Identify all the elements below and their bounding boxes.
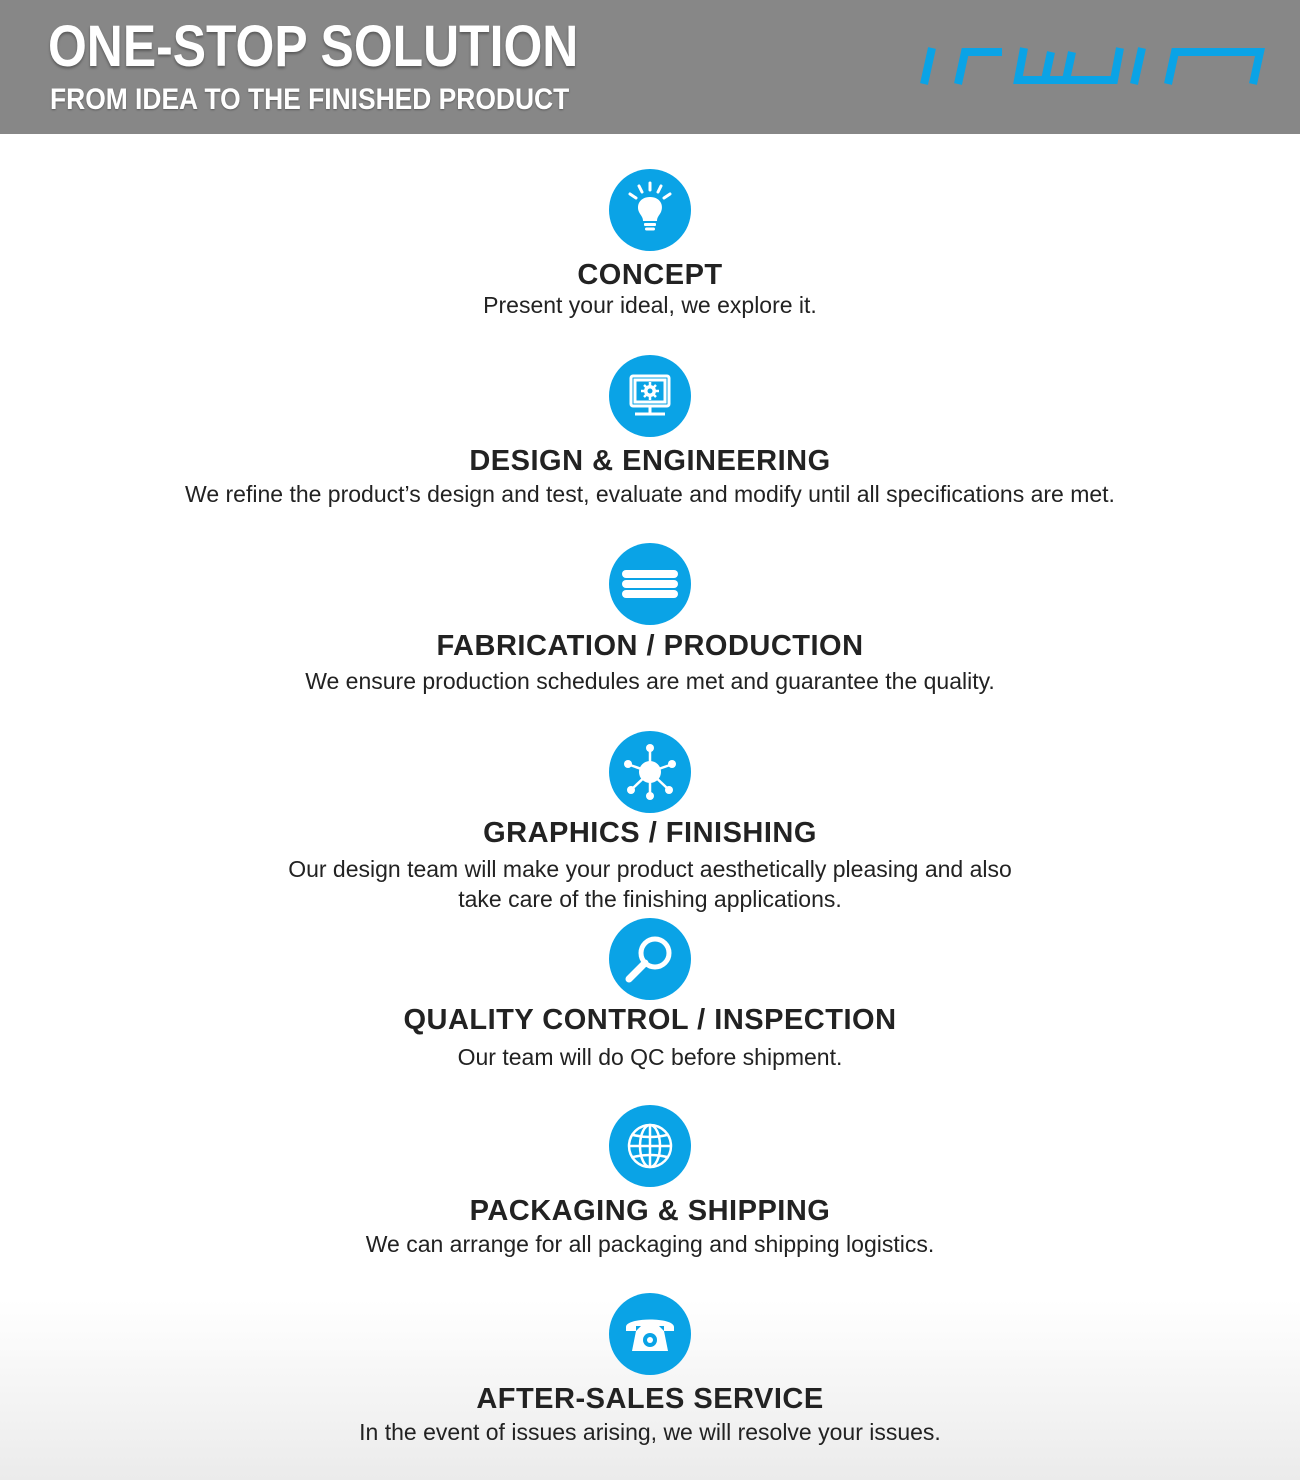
step-description: We refine the product’s design and test, evaluate and modify until all specifications are met. [185, 481, 1115, 507]
step-title: FABRICATION / PRODUCTION [436, 630, 864, 662]
step-title: DESIGN & ENGINEERING [469, 445, 831, 477]
step-description-line-2: take care of the finishing applications. [458, 886, 842, 912]
header-banner [0, 0, 1300, 134]
magnifier-icon [609, 918, 691, 1000]
page-subtitle: FROM IDEA TO THE FINISHED PRODUCT [50, 83, 570, 116]
step-description: Our design team will make your product aesthetically pleasing and also [288, 856, 1012, 882]
step-description: Our team will do QC before shipment. [457, 1044, 843, 1070]
network-icon [609, 731, 691, 813]
page-title: ONE-STOP SOLUTION [48, 14, 579, 79]
step-title: CONCEPT [577, 259, 723, 291]
step-description: In the event of issues arising, we will resolve your issues. [359, 1419, 941, 1445]
monitor-gear-icon [609, 355, 691, 437]
step-title: GRAPHICS / FINISHING [483, 817, 817, 849]
step-description: We can arrange for all packaging and shipping logistics. [365, 1231, 935, 1257]
step-description: We ensure production schedules are met and guarantee the quality. [305, 668, 995, 694]
globe-icon [609, 1105, 691, 1187]
step-title: PACKAGING & SHIPPING [469, 1195, 831, 1227]
step-description: Present your ideal, we explore it. [483, 292, 817, 318]
lightbulb-icon [609, 169, 691, 251]
step-title: AFTER-SALES SERVICE [476, 1383, 824, 1415]
layers-icon [609, 543, 691, 625]
irwin-logo [918, 44, 1274, 88]
telephone-icon [609, 1293, 691, 1375]
step-title: QUALITY CONTROL / INSPECTION [403, 1004, 897, 1036]
